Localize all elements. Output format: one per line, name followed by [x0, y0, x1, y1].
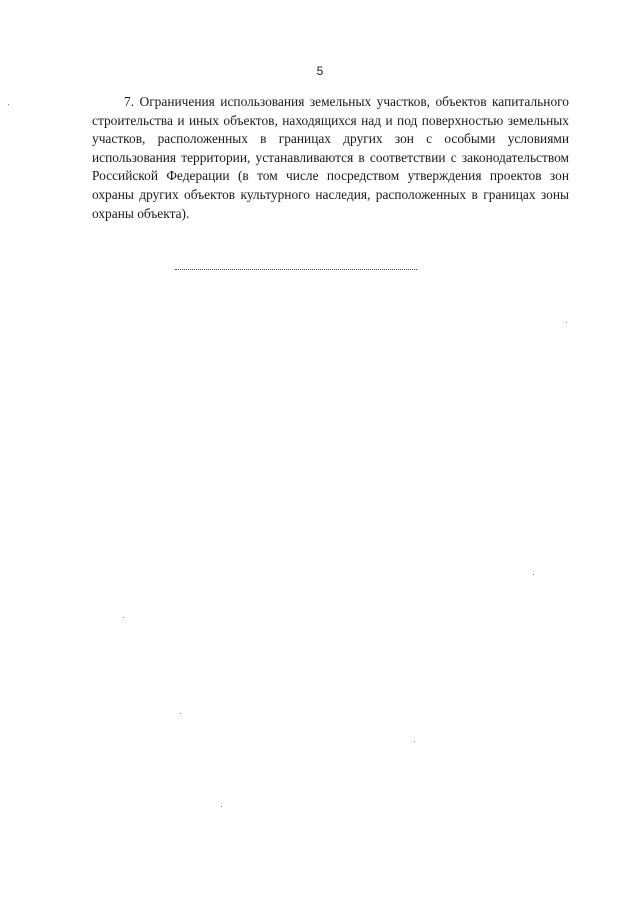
scan-speck [414, 741, 415, 742]
scan-speck [180, 713, 181, 714]
scan-speck [221, 806, 222, 807]
scan-speck [533, 574, 534, 575]
scan-speck [8, 104, 9, 105]
page-number: 5 [316, 64, 324, 78]
scan-speck [123, 617, 124, 618]
paragraph-7: 7. Ограничения использования земельных участков, объектов капитального строительства и иных объектов, находящихся над и под поверхностью земельных участков, расположенных в границах других зон с особыми условиями использования территории, устанавливаются в соответствии с законодательством Российской Федерации (в том числе посредством утверждения проектов зон охраны других объектов культурного наследия, расположенных в границах зоны охраны объекта). [92, 94, 569, 221]
scan-speck [566, 322, 567, 323]
separator-line [175, 269, 417, 270]
